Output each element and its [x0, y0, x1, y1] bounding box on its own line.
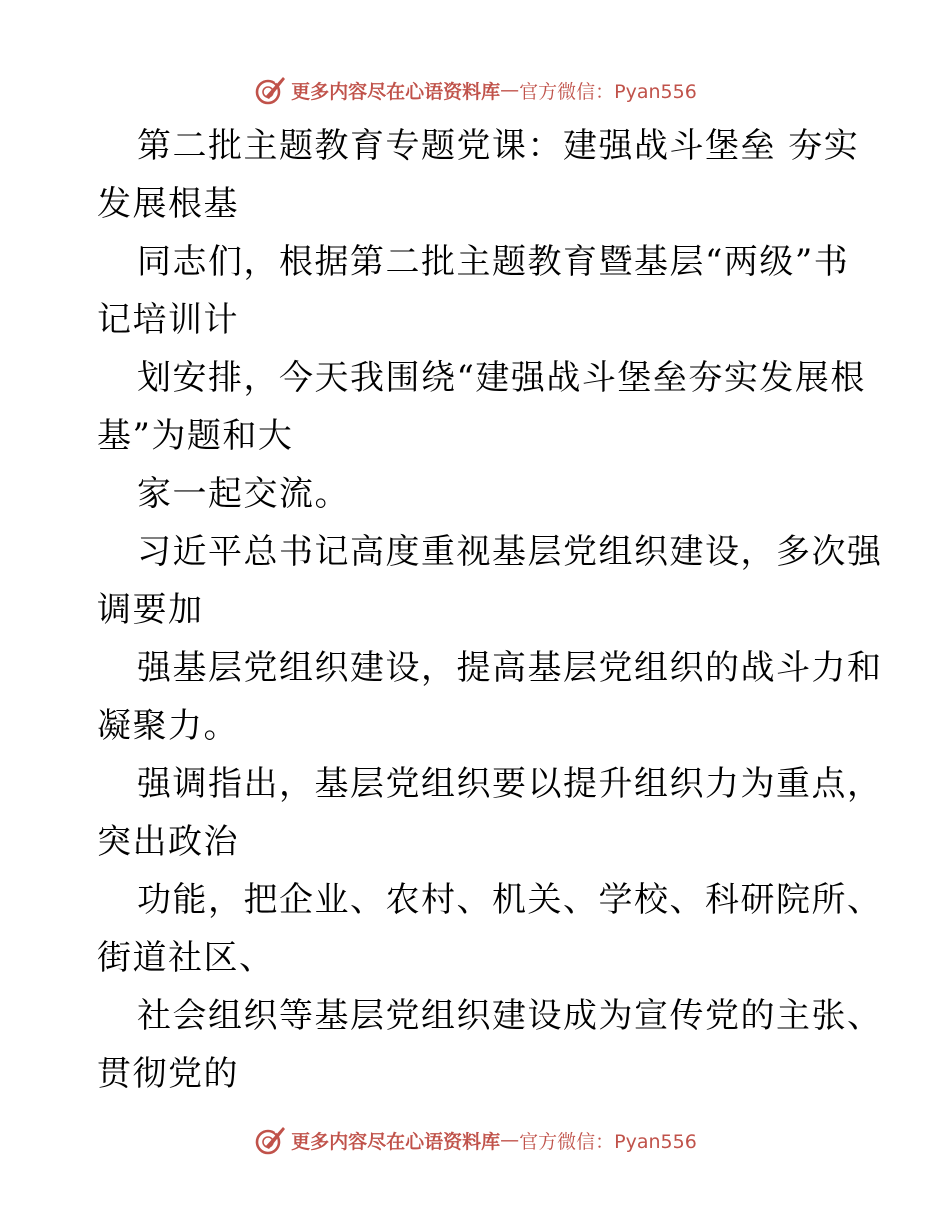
quill-circle-logo-icon [253, 1123, 287, 1157]
document-line: 家一起交流。 [137, 474, 350, 514]
watermark-wechat: 官方微信：Pyan556 [519, 80, 697, 103]
document-line: 划安排，今天我围绕“建强战斗堡垒夯实发展根 [137, 358, 866, 398]
document-line: 贯彻党的 [97, 1054, 239, 1094]
document-line: 基”为题和大 [97, 416, 294, 456]
document-line: 强基层党组织建设，提高基层党组织的战斗力和 [137, 648, 883, 688]
document-line: 记培训计 [97, 300, 239, 340]
document-line: 习近平总书记高度重视基层党组织建设，多次强 [137, 532, 883, 572]
document-line: 功能，把企业、农村、机关、学校、科研院所、 [137, 880, 883, 920]
document-line: 第二批主题教育专题党课：建强战斗堡垒 夯实 [137, 126, 860, 166]
watermark-separator: — [500, 1129, 520, 1151]
footer-watermark [0, 1120, 950, 1160]
watermark-brand: 更多内容尽在心语资料库 [291, 1130, 501, 1153]
quill-circle-logo-icon [253, 73, 287, 107]
header-watermark [0, 70, 950, 110]
document-line: 调要加 [97, 590, 204, 630]
document-line: 突出政治 [97, 822, 239, 862]
document-line: 同志们，根据第二批主题教育暨基层“两级”书 [137, 242, 850, 282]
document-line: 凝聚力。 [97, 706, 239, 746]
document-line: 发展根基 [97, 184, 239, 224]
document-line: 社会组织等基层党组织建设成为宣传党的主张、 [137, 996, 883, 1036]
watermark-brand: 更多内容尽在心语资料库 [291, 80, 501, 103]
document-line: 强调指出，基层党组织要以提升组织力为重点， [137, 764, 883, 804]
document-body [97, 117, 883, 1103]
watermark-separator: — [500, 79, 520, 101]
watermark-wechat: 官方微信：Pyan556 [519, 1130, 697, 1153]
document-line: 街道社区、 [97, 938, 275, 978]
